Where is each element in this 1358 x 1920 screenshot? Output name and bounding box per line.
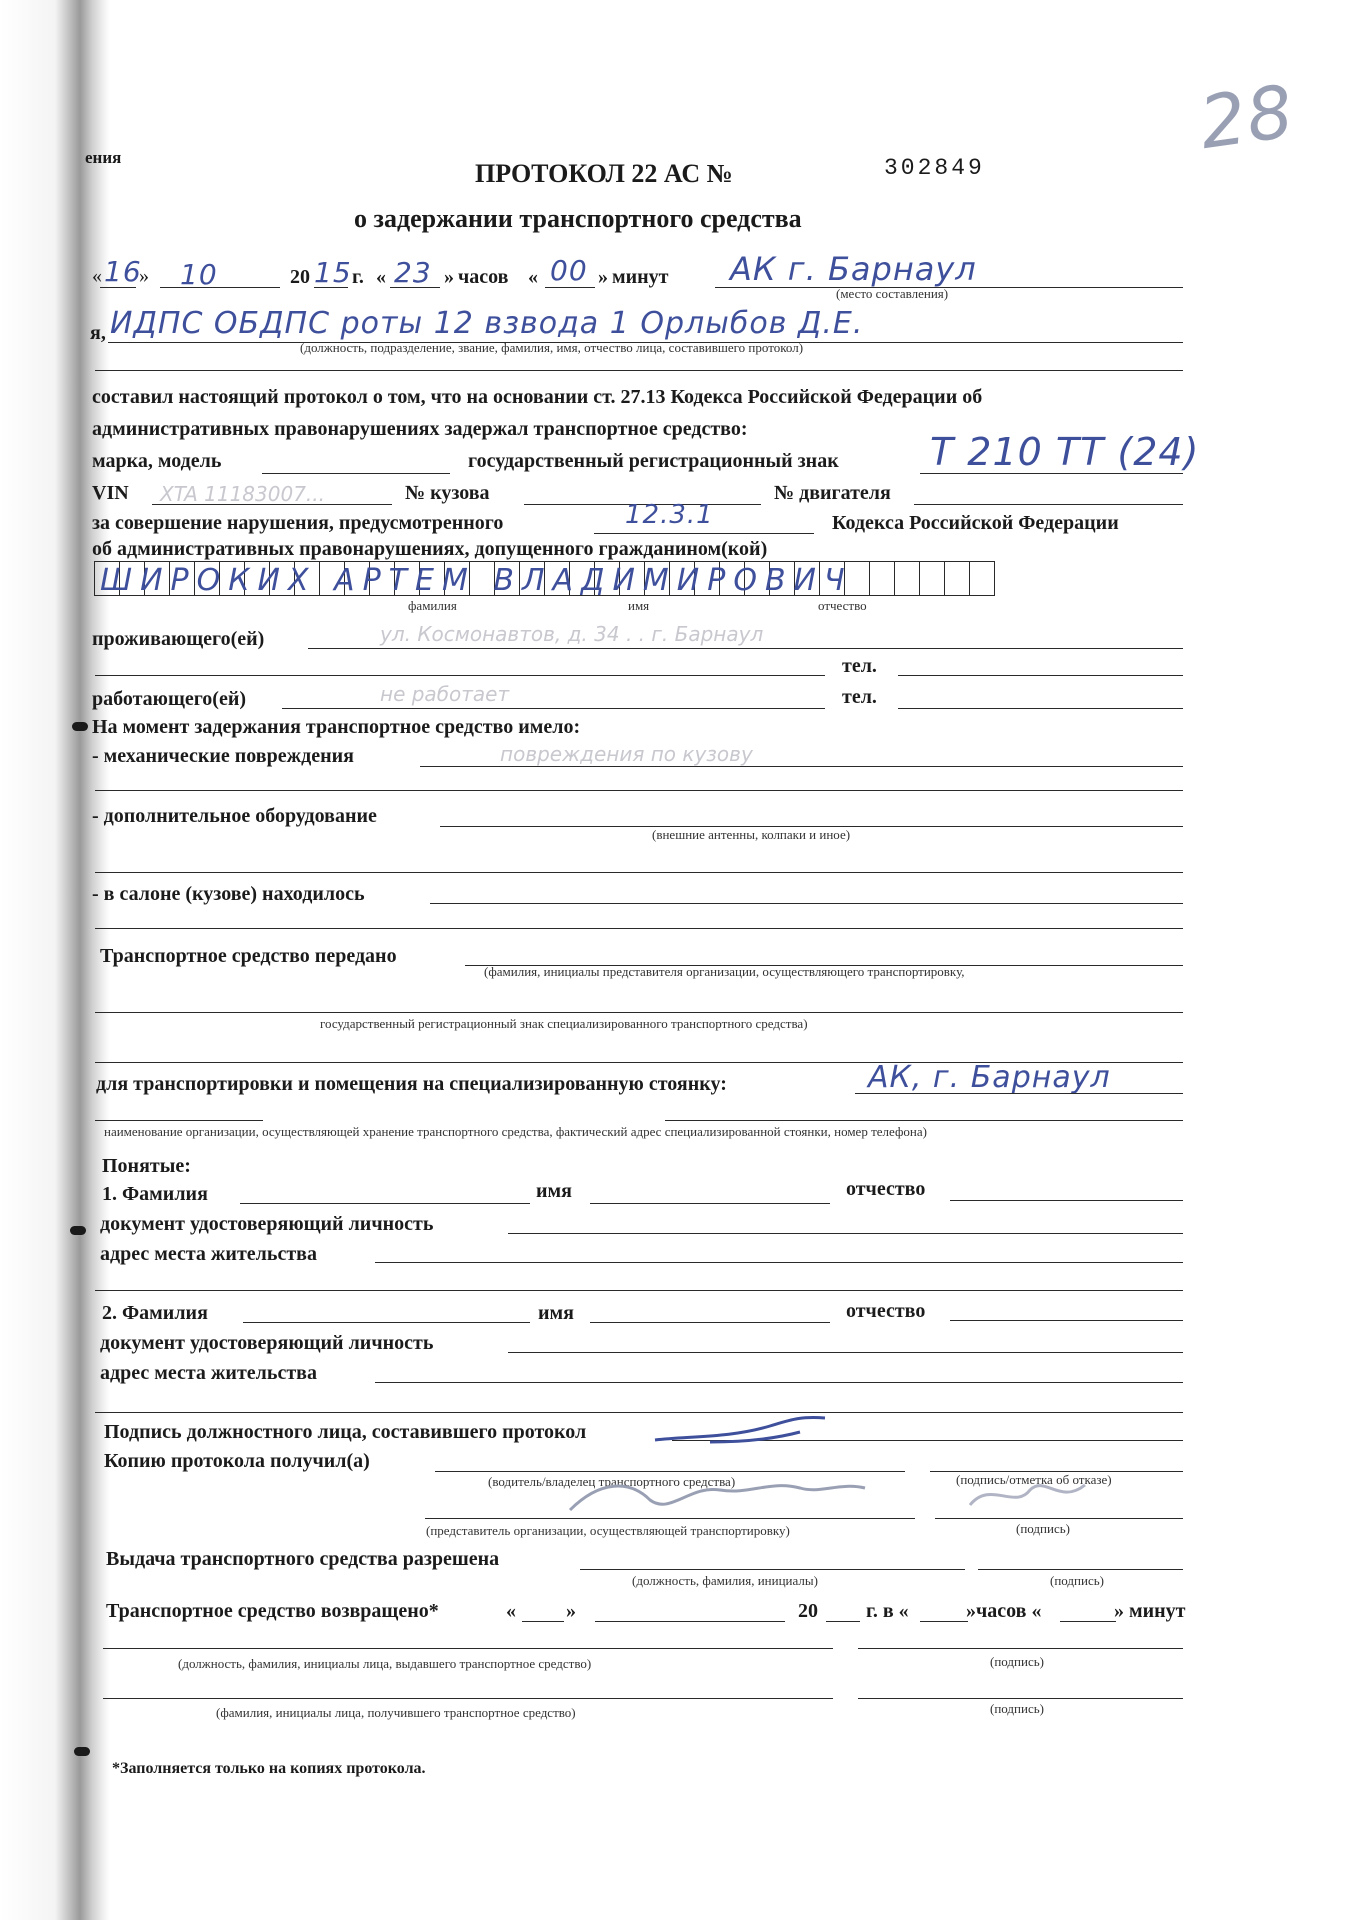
release-label: Выдача транспортного средства разрешена	[106, 1548, 500, 1570]
refusal-signature-mark	[960, 1470, 1100, 1520]
equipment-label: - дополнительное оборудование	[92, 805, 377, 827]
returned-quote-open: «	[506, 1600, 516, 1622]
plate-caption: государственный регистрационный знак специализированного транспортного средства)	[320, 1016, 808, 1031]
officer-value: ИДПС ОБДПС роты 12 взвода 1 Орлыбов Д.Е.	[110, 306, 864, 341]
engine-label: № двигателя	[774, 482, 891, 504]
witness1-name-label: имя	[536, 1180, 572, 1202]
binding-hole	[70, 1226, 86, 1235]
residing-label: проживающего(ей)	[92, 628, 265, 650]
protocol-page: ения ПРОТОКОЛ 22 АС № 302849 о задержании транспортного средства 28 « 16 » 10 20 15 г. « 23 » часов « 00 » минут АК г. Барнаул (место составления) я, ИДПС ОБДПС роты 12 взвода 1 Орлыбов Д.Е. (должность, подразделение, звание, фамилия, имя, отчество лица, составившего протокол) составил настоящий протокол о том, что на основании ст. 27.13 Кодекса Российской Федерации об административных правонарушениях задержал транспортное средство: марка, модель государственный регистрационный знак Т 210 ТТ (24) VIN XTA 11183007... № кузова № двигателя за совершение нарушения, предусмотренного 12.3.1 Кодекса Российской Федерации об административных правонарушениях, допущенного гражданином(кой) ШИРОКИХ АРТЕМ ВЛАДИМИРОВИЧ фамилия имя отчество проживающего(ей) ул. Космонавтов, д. 34 . . г. Барнаул тел. работающего(ей) не работает тел. На момент задержания транспортное средство имело: - механические повреждения повреждения по кузову - дополнительное оборудование (внешние антенны, колпаки и иное) - в салоне (кузове) находилось Транспортное средство передано (фамилия, инициалы представителя организации, осуществляющего транспортировку, государственный регистрационный знак специализированного транспортного средства) для транспортировки и помещения на специализированную стоянку: АК, г. Барнаул наименование организации, осуществляющей хранение транспортного средства, фактический адрес специализированной стоянки, номер телефона) Понятые: 1. Фамилия имя отчество документ удостоверяющий личность адрес места жительства 2. Фамилия имя отчество документ удостоверяющий личность адрес места жительства Подпись должностного лица, составившего протокол Копию протокола получил(а) (водитель/владелец транспортного средства) (подпись/отметка об отказе) (представитель организации, осуществляющей транспортировку) (подпись) Выдача транспортного средства разрешена (должность, фамилия, инициалы) (подпись) Транспортное средство возвращено* « » 20 г. в « »часов « » минут (должность, фамилия, инициалы лица, выдавшего транспортное средство) (подпись) (фамилия, инициалы лица, получившего транспортное средство) (подпись) *Заполняется только на копиях протокола.	[0, 0, 1358, 1920]
year-prefix: 20	[290, 266, 310, 288]
transferred-label: Транспортное средство передано	[100, 945, 397, 967]
witness2-id-label: документ удостоверяющий личность	[100, 1332, 434, 1354]
minute-value: 00	[550, 254, 588, 287]
receiver-caption: (фамилия, инициалы лица, получившего транспортное средство)	[216, 1705, 576, 1720]
returned-quote-close: »	[566, 1600, 576, 1622]
year-label: г.	[352, 266, 364, 288]
sign-caption-4: (подпись)	[990, 1701, 1044, 1716]
returned-minutes-label: » минут	[1114, 1600, 1186, 1622]
witness1-patronymic-label: отчество	[846, 1178, 926, 1200]
sign-refusal-caption: (подпись/отметка об отказе)	[956, 1472, 1112, 1487]
plate-value: Т 210 ТТ (24)	[930, 430, 1200, 474]
phone-label-1: тел.	[842, 655, 877, 677]
officer-signature-mark	[650, 1412, 850, 1452]
witness1-address-label: адрес места жительства	[100, 1243, 317, 1265]
witnesses-heading: Понятые:	[102, 1155, 191, 1177]
parking-label: для транспортировки и помещения на специализированную стоянку:	[96, 1073, 727, 1095]
violation-article: 12.3.1	[625, 500, 714, 530]
working-label: работающего(ей)	[92, 688, 247, 710]
footnote: *Заполняется только на копиях протокола.	[112, 1760, 426, 1777]
hour-value: 23	[394, 256, 432, 289]
witness2-name-label: имя	[538, 1302, 574, 1324]
citizen-name: ШИРОКИХ АРТЕМ ВЛАДИМИРОВИЧ	[100, 563, 853, 598]
driver-signature-mark	[560, 1470, 880, 1530]
transferred-caption: (фамилия, инициалы представителя организации, осуществляющего транспортировку,	[484, 964, 965, 979]
day-value: 16	[104, 255, 142, 288]
hours-label: часов	[458, 266, 509, 288]
officer-prefix: я,	[90, 322, 106, 344]
copy-received-label: Копию протокола получил(а)	[104, 1450, 370, 1472]
body-no-label: № кузова	[405, 482, 490, 504]
corner-handwritten-number: 28	[1194, 68, 1300, 166]
minutes-label: минут	[612, 266, 669, 288]
sign-caption-2: (подпись)	[1050, 1573, 1104, 1588]
parking-value: АК, г. Барнаул	[868, 1060, 1111, 1095]
binding-hole	[72, 722, 88, 731]
body-line-2: административных правонарушениях задержал транспортное средство:	[92, 418, 748, 440]
make-label: марка, модель	[92, 450, 222, 472]
document-title: ПРОТОКОЛ 22 АС №	[475, 159, 733, 188]
left-fragment: ения	[85, 148, 122, 167]
parking-caption: наименование организации, осуществляющей хранение транспортного средства, фактический адрес специализированной стоянки, номер телефона)	[104, 1124, 927, 1139]
month-value: 10	[180, 258, 218, 291]
returned-year-suffix: г. в «	[866, 1600, 909, 1622]
damage-label: - механические повреждения	[92, 745, 354, 767]
place-value: АК г. Барнаул	[730, 250, 977, 288]
cabin-label: - в салоне (кузове) находилось	[92, 883, 365, 905]
release-caption: (должность, фамилия, инициалы)	[632, 1573, 818, 1588]
faint-vin-text: XTA 11183007...	[160, 482, 325, 506]
officer-caption: (должность, подразделение, звание, фамилия, имя, отчество лица, составившего протокол)	[300, 340, 804, 355]
faint-work-text: не работает	[380, 682, 510, 706]
witness1-id-label: документ удостоверяющий личность	[100, 1213, 434, 1235]
officer-signature-label: Подпись должностного лица, составившего протокол	[104, 1421, 587, 1443]
state-label: На момент задержания транспортное средство имело:	[92, 716, 581, 738]
witness1-surname-label: 1. Фамилия	[102, 1183, 208, 1205]
vin-label: VIN	[92, 482, 129, 504]
sign-caption-3: (подпись)	[990, 1654, 1044, 1669]
driver-caption: (водитель/владелец транспортного средства)	[488, 1474, 736, 1489]
patronymic-caption: отчество	[818, 598, 867, 613]
transporter-caption: (представитель организации, осуществляющей транспортировку)	[426, 1523, 790, 1538]
code-label: Кодекса Российской Федерации	[832, 512, 1119, 534]
returned-label: Транспортное средство возвращено*	[106, 1600, 439, 1622]
issuer-caption: (должность, фамилия, инициалы лица, выдавшего транспортное средство)	[178, 1656, 592, 1671]
place-caption: (место составления)	[836, 286, 949, 301]
witness2-address-label: адрес места жительства	[100, 1362, 317, 1384]
protocol-number: 302849	[884, 155, 985, 181]
binding-hole	[74, 1747, 90, 1756]
witness2-patronymic-label: отчество	[846, 1300, 926, 1322]
phone-label-2: тел.	[842, 686, 877, 708]
equipment-caption: (внешние антенны, колпаки и иное)	[652, 827, 851, 842]
faint-address-text: ул. Космонавтов, д. 34 . . г. Барнаул	[380, 622, 764, 646]
returned-hours-label: »часов «	[966, 1600, 1042, 1622]
year-suffix-value: 15	[314, 256, 352, 289]
scan-binding-shadow	[0, 0, 110, 1920]
surname-caption: фамилия	[408, 598, 457, 613]
returned-year: 20	[798, 1600, 818, 1622]
faint-damage-text: повреждения по кузову	[500, 742, 753, 766]
citizen-line: об административных правонарушениях, допущенного гражданином(кой)	[92, 538, 768, 560]
document-subtitle: о задержании транспортного средства	[354, 204, 802, 233]
body-line-1: составил настоящий протокол о том, что на основании ст. 27.13 Кодекса Российской Федерации об	[92, 386, 983, 408]
sign-caption-1: (подпись)	[1016, 1521, 1070, 1536]
name-caption: имя	[628, 598, 650, 613]
plate-label: государственный регистрационный знак	[468, 450, 839, 472]
witness2-surname-label: 2. Фамилия	[102, 1302, 208, 1324]
violation-label: за совершение нарушения, предусмотренного	[92, 512, 504, 534]
